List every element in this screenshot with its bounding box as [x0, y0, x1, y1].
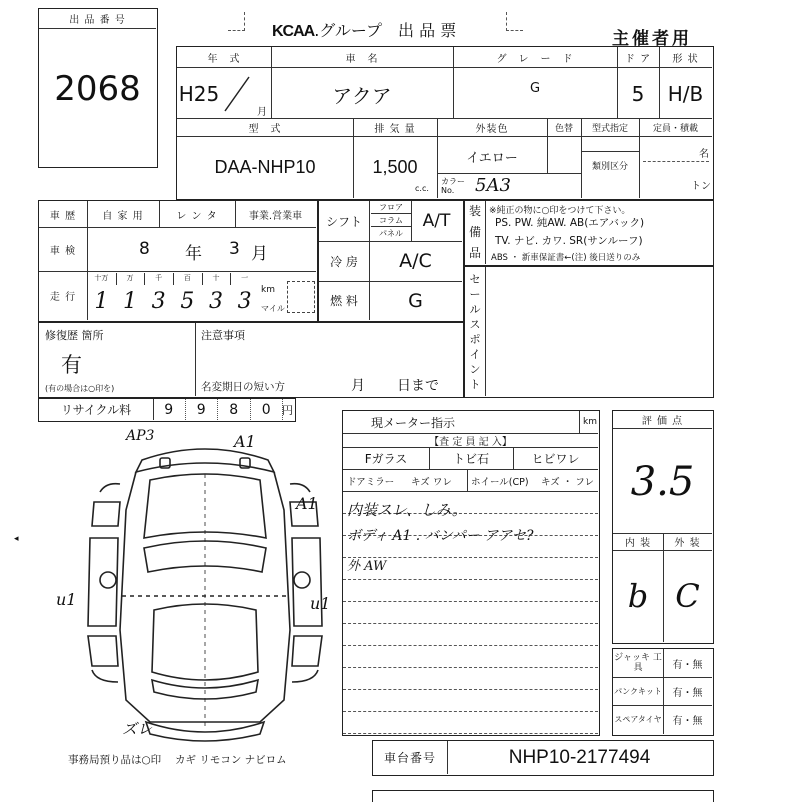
score-value: 3.5: [630, 459, 695, 505]
mirror-label: ドアミラー: [347, 477, 395, 488]
note-line: [343, 667, 598, 668]
displacement-value: 1,500: [372, 156, 418, 177]
ton-unit: トン: [691, 181, 711, 192]
sales-point-label: セールスポイント: [469, 272, 481, 391]
mileage-digit: 3: [208, 288, 223, 314]
inspection-year-unit: 年: [185, 244, 202, 264]
diagram-mark-left-u1: u1: [56, 590, 77, 609]
note-line: [343, 623, 598, 624]
model-value: DAA-NHP10: [214, 156, 316, 177]
recycle-digit: 9: [186, 399, 219, 420]
corner-mark-right: [506, 12, 523, 31]
exterior-color-label: 外装色: [475, 123, 509, 135]
recycle-unit: 円: [282, 404, 293, 417]
note-line: [343, 689, 598, 690]
shift-option-floor: フロア: [371, 201, 411, 214]
equipment-line-2: TV. ナビ. カワ. SR(サンルーフ): [495, 235, 643, 247]
mileage-check-box: [287, 281, 315, 313]
meter-label: 現メーター指示: [370, 415, 455, 430]
f-glass-label: Fガラス: [364, 451, 408, 466]
door-value: 5: [631, 82, 645, 106]
handwritten-note-1: 内装スレ、しみ。: [347, 501, 467, 519]
note-line: [343, 645, 598, 646]
mileage-digit-label: 千: [155, 274, 163, 282]
lot-number-label: 出 品 番 号: [39, 9, 156, 29]
notes-month-unit: 月: [351, 378, 365, 394]
note-line: [343, 601, 598, 602]
aircon-value: A/C: [399, 250, 432, 272]
divider: [485, 267, 486, 396]
history-block: [38, 200, 318, 322]
aircon-label: 冷 房: [330, 254, 358, 269]
repair-note: (有の場合は○印を): [45, 384, 115, 393]
wheel-label: ホイール(CP): [471, 477, 529, 488]
diagram-mark-top-left: AP3: [126, 428, 155, 444]
handwritten-note-3: 外 AW: [347, 559, 387, 574]
mileage-digit-label: 万: [126, 274, 134, 282]
meter-unit: km: [583, 417, 597, 427]
mileage-digits: [87, 271, 259, 320]
note-line: [343, 711, 598, 712]
car-name-label: 車 名: [345, 53, 379, 65]
exterior-value: C: [675, 577, 700, 615]
equipment-label: 装 備 品: [468, 204, 481, 260]
repair-value: 有: [61, 353, 82, 377]
equipment-line-1: PS. PW. 純AW. AB(エアバック): [495, 217, 645, 229]
cc-unit: c.c.: [415, 184, 429, 193]
equipment-line-3: ABS ・ 新車保証書←(注) 後日送りのみ: [491, 253, 641, 263]
year-slash: [221, 75, 253, 113]
repair-label: 修復歴 箇所: [45, 329, 104, 342]
recycle-label: リサイクル料: [60, 403, 132, 417]
fuel-value: G: [408, 289, 423, 312]
repair-block: [38, 322, 464, 398]
score-label: 評 価 点: [613, 411, 712, 429]
edge-mark: ◂: [14, 534, 19, 544]
shift-option-panel: パネル: [379, 229, 403, 238]
car-name-value: アクア: [332, 83, 392, 108]
sales-point-block: [464, 266, 714, 398]
chassis-block: [372, 740, 714, 776]
inspection-month-value: 3: [229, 239, 240, 259]
shape-value: H/B: [667, 82, 704, 106]
diagram-mark-right-u1: u1: [310, 594, 331, 613]
divider: [173, 273, 174, 285]
puncture-kit-label: パンクキット: [614, 686, 662, 696]
divider: [195, 323, 196, 396]
capacity-label: 定員・積載: [652, 123, 698, 134]
year-month-suffix: 月: [257, 107, 267, 118]
form-title-text: .グループ 出 品 票: [314, 21, 457, 40]
notes-deadline-label: 名変期日の短い方: [201, 381, 285, 393]
grade-label: グ レ ー ド: [496, 53, 574, 65]
tobi-ishi-label: トビ石: [452, 451, 489, 466]
wheel-options: キズ ・ フレ: [541, 477, 594, 488]
mileage-digit-label: 一: [241, 274, 249, 282]
bottom-cutoff-box: [372, 790, 714, 802]
mileage-km-unit: km: [261, 285, 275, 295]
history-private: 自 家 用: [102, 210, 144, 222]
door-label: ド ア: [624, 53, 652, 65]
note-line: [343, 579, 598, 580]
mileage-digit: 1: [122, 288, 137, 314]
mileage-digit-label: 十: [212, 274, 220, 282]
divider: [643, 161, 709, 162]
notes-label: 注意事項: [201, 329, 245, 342]
divider: [485, 201, 486, 264]
shape-label: 形 状: [672, 53, 699, 65]
chassis-value: NHP10-2177494: [508, 746, 651, 768]
accessories-block: [612, 648, 714, 736]
divider: [230, 273, 231, 285]
divider: [343, 469, 598, 470]
hibiware-label: ヒビワレ: [531, 451, 580, 466]
jack-label: ジャッキ 工 具: [614, 653, 662, 673]
corner-mark-left: [228, 12, 245, 31]
mileage-mile-unit: マイル: [261, 304, 285, 313]
exterior-color-value: イエロー: [466, 150, 518, 166]
color-no-value: 5A3: [475, 175, 511, 196]
score-block: [612, 410, 714, 644]
diagram-mark-right-side: A1: [296, 494, 318, 513]
footer-left-note: 事務局預り品は○印 カギ リモコン ナビロム: [68, 754, 287, 766]
recycle-digit: 9: [153, 399, 186, 420]
form-title: [272, 18, 456, 41]
spare-tire-value: 有・無: [672, 716, 703, 727]
exterior-label: 外 装: [663, 533, 712, 551]
brand-logo: KCAA: [272, 23, 315, 40]
interior-label: 内 装: [613, 533, 663, 551]
mirror-options: キズ ワレ: [411, 477, 452, 488]
recycle-digit: 8: [218, 399, 251, 420]
mileage-digit-label: 百: [183, 274, 191, 282]
mileage-digit: 3: [237, 288, 252, 314]
inspector-header: 【査 定 員 記 入】: [429, 436, 512, 448]
interior-value: b: [627, 577, 649, 615]
color-no-label: カラー No.: [441, 177, 465, 195]
divider: [177, 136, 712, 137]
chassis-label: 車台番号: [383, 751, 436, 765]
recycle-block: [38, 398, 296, 422]
mileage-label: 走 行: [49, 292, 77, 303]
fuel-label: 燃 料: [330, 294, 358, 308]
spare-tire-label: スペアタイヤ: [614, 715, 662, 724]
inspection-month-unit: 月: [251, 244, 268, 264]
divider: [116, 273, 117, 285]
equipment-note: ※純正の物に○印をつけて下さい。: [489, 206, 631, 216]
color-change-label: 色替: [554, 123, 573, 134]
mileage-digit: 1: [94, 288, 109, 314]
persons-unit: 名: [699, 149, 709, 160]
shift-options: [371, 201, 411, 241]
grade-value: G: [529, 80, 541, 96]
puncture-kit-value: 有・無: [672, 687, 703, 699]
recycle-digit: 0: [251, 399, 284, 420]
category-label: 類別区分: [591, 161, 628, 172]
diagram-mark-bottom: ズレ: [122, 720, 153, 738]
divider: [177, 67, 712, 68]
handwritten-note-2: ボディ A1 . バンパー アアセ?: [347, 528, 534, 544]
divider: [144, 273, 145, 285]
vehicle-spec-table: [176, 46, 714, 200]
inspector-notes-block: [342, 410, 600, 736]
inspection-label: 車 検: [49, 245, 77, 257]
notes-day-unit: 日まで: [397, 378, 439, 394]
equipment-block: [464, 200, 714, 266]
mileage-digit-label: 十万: [94, 274, 109, 282]
organizer-label: 主催者用: [612, 29, 692, 49]
inspection-year-value: 8: [139, 239, 150, 259]
shift-value: A/T: [422, 211, 451, 231]
history-business: 事業.営業車: [248, 210, 303, 222]
lot-number-value: 2068: [54, 69, 141, 109]
drivetrain-block: [318, 200, 464, 322]
divider: [202, 273, 203, 285]
history-label: 車 歴: [49, 210, 77, 222]
divider: [579, 411, 580, 433]
displacement-label: 排 気 量: [374, 123, 416, 135]
jack-value: 有・無: [672, 659, 703, 671]
shift-label: シフト: [325, 214, 362, 229]
mileage-digit: 3: [151, 288, 166, 314]
car-damage-diagram: [70, 430, 340, 750]
diagram-mark-top-right: A1: [234, 432, 256, 451]
divider: [467, 469, 468, 491]
divider: [437, 173, 581, 174]
type-designation-label: 型式指定: [591, 123, 628, 134]
divider: [581, 151, 639, 152]
year-label: 年 式: [207, 53, 241, 65]
model-label: 型 式: [248, 123, 282, 135]
mileage-digit: 5: [180, 288, 195, 314]
shift-option-column: コラム: [371, 214, 411, 227]
note-line: [343, 733, 598, 734]
recycle-digits: [153, 399, 283, 420]
history-rental: レ ン タ: [176, 210, 218, 222]
year-value: H25: [178, 82, 220, 106]
lot-number-box: [38, 8, 158, 168]
